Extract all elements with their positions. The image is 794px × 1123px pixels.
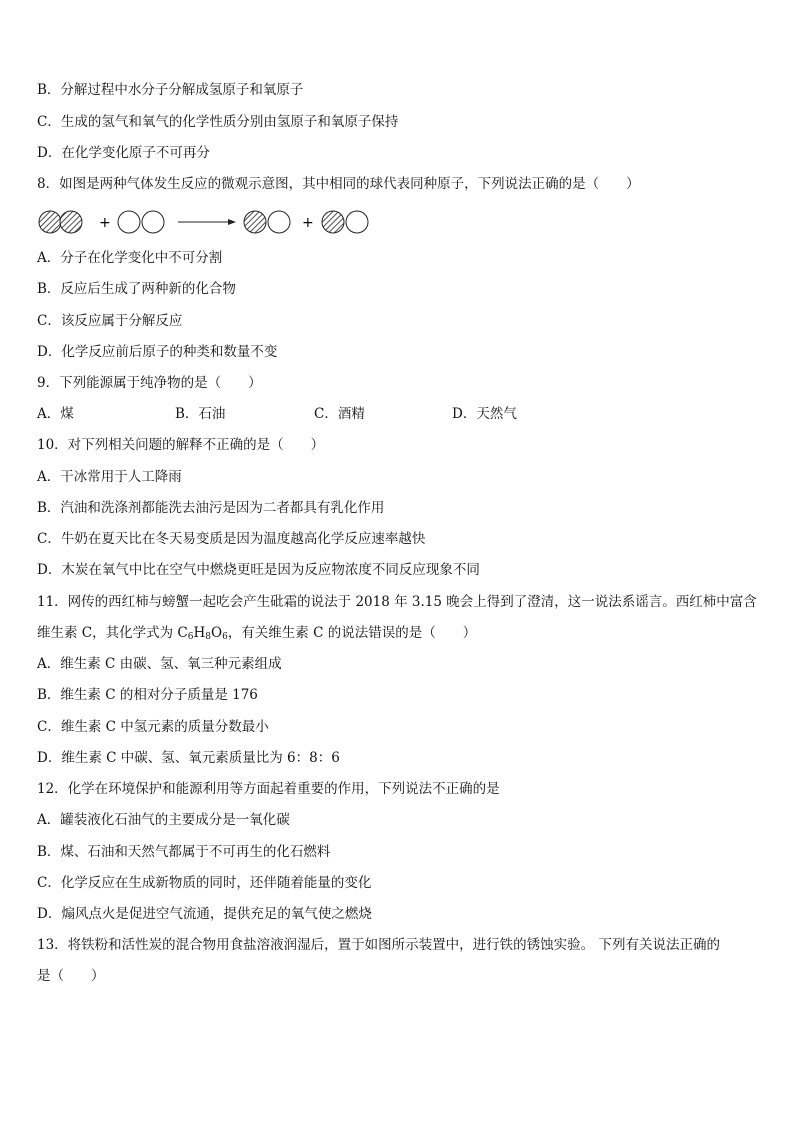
q12-option-a: A．罐装液化石油气的主要成分是一氧化碳	[37, 812, 290, 828]
q8-option-a: A．分子在化学变化中不可分割	[37, 250, 223, 266]
product-molecule-1	[244, 211, 290, 233]
q11-option-d: D．维生素 C 中碳、氢、氧元素质量比为 6：8：6	[37, 750, 340, 766]
q9-option-b: B．石油	[175, 406, 226, 422]
plus-sign-2: +	[302, 215, 314, 231]
question-11-line-2	[37, 624, 476, 646]
q12-option-d: D．煽风点火是促进空气流通，提供充足的氧气使之燃烧	[37, 906, 372, 922]
formula-o: O	[211, 625, 223, 641]
q7-option-c: C．生成的氢气和氧气的化学性质分别由氢原子和氧原子保持	[37, 114, 399, 130]
q7-option-b: B．分解过程中水分子分解成氢原子和氧原子	[37, 82, 304, 98]
question-8: 8．如图是两种气体发生反应的微观示意图，其中相同的球代表同种原子，下列说法正确的是（ ）	[37, 176, 640, 192]
formula-h: H	[193, 625, 206, 641]
question-9: 9．下列能源属于纯净物的是（ ）	[37, 375, 262, 391]
product-molecule-2	[322, 211, 368, 233]
q11-option-c: C．维生素 C 中氢元素的质量分数最小	[37, 719, 269, 735]
formula-subscript-c: 6	[187, 632, 194, 642]
question-13-line-1: 13．将铁粉和活性炭的混合物用食盐溶液润湿后，置于如图所示装置中，进行铁的锈蚀实验。 下列有关说法正确的	[37, 937, 720, 953]
q9-option-a: A．煤	[37, 406, 74, 422]
q7-option-d: D．在化学变化原子不可再分	[37, 145, 210, 161]
reaction-arrow	[178, 219, 236, 225]
question-10: 10．对下列相关问题的解释不正确的是（ ）	[37, 437, 325, 453]
q8-option-c: C．该反应属于分解反应	[37, 313, 183, 329]
q9-option-d: D．天然气	[452, 406, 517, 422]
q10-option-b: B．汽油和洗涤剂都能洗去油污是因为二者都具有乳化作用	[37, 500, 385, 516]
q12-option-b: B．煤、石油和天然气都属于不可再生的化石燃料	[37, 844, 331, 860]
q11-text-pre: 维生素 C，其化学式为 C	[37, 625, 188, 641]
reactant-molecule-1	[39, 211, 82, 233]
q11-option-a: A．维生素 C 由碳、氢、氧三种元素组成	[37, 656, 282, 672]
q10-option-a: A．干冰常用于人工降雨	[37, 469, 182, 485]
q11-text-post: ，有关维生素 C 的说法错误的是（ ）	[227, 625, 477, 641]
q11-option-b: B．维生素 C 的相对分子质量是 176	[37, 687, 258, 703]
q10-option-c: C．牛奶在夏天比在冬天易变质是因为温度越高化学反应速率越快	[37, 531, 426, 547]
plus-sign-1: +	[99, 215, 111, 231]
formula-subscript-o: 6	[222, 632, 228, 642]
question-13-line-2: 是（ ）	[37, 968, 105, 984]
formula-subscript-h: 8	[205, 632, 211, 642]
question-12: 12．化学在环境保护和能源利用等方面起着重要的作用，下列说法不正确的是	[37, 781, 500, 797]
q12-option-c: C．化学反应在生成新物质的同时，还伴随着能量的变化	[37, 875, 372, 891]
q8-option-b: B．反应后生成了两种新的化合物	[37, 281, 236, 297]
q9-option-c: C．酒精	[314, 406, 365, 422]
question-11-line-1: 11．网传的西红柿与螃蟹一起吃会产生砒霜的说法于 2018 年 3.15 晚会上得到了澄清，这一说法系谣言。西红柿中富含	[37, 594, 757, 610]
reactant-molecule-2	[118, 211, 164, 233]
q8-option-d: D．化学反应前后原子的种类和数量不变	[37, 344, 278, 360]
q10-option-d: D．木炭在氧气中比在空气中燃烧更旺是因为反应物浓度不同反应现象不同	[37, 562, 480, 578]
reaction-diagram	[37, 207, 397, 239]
